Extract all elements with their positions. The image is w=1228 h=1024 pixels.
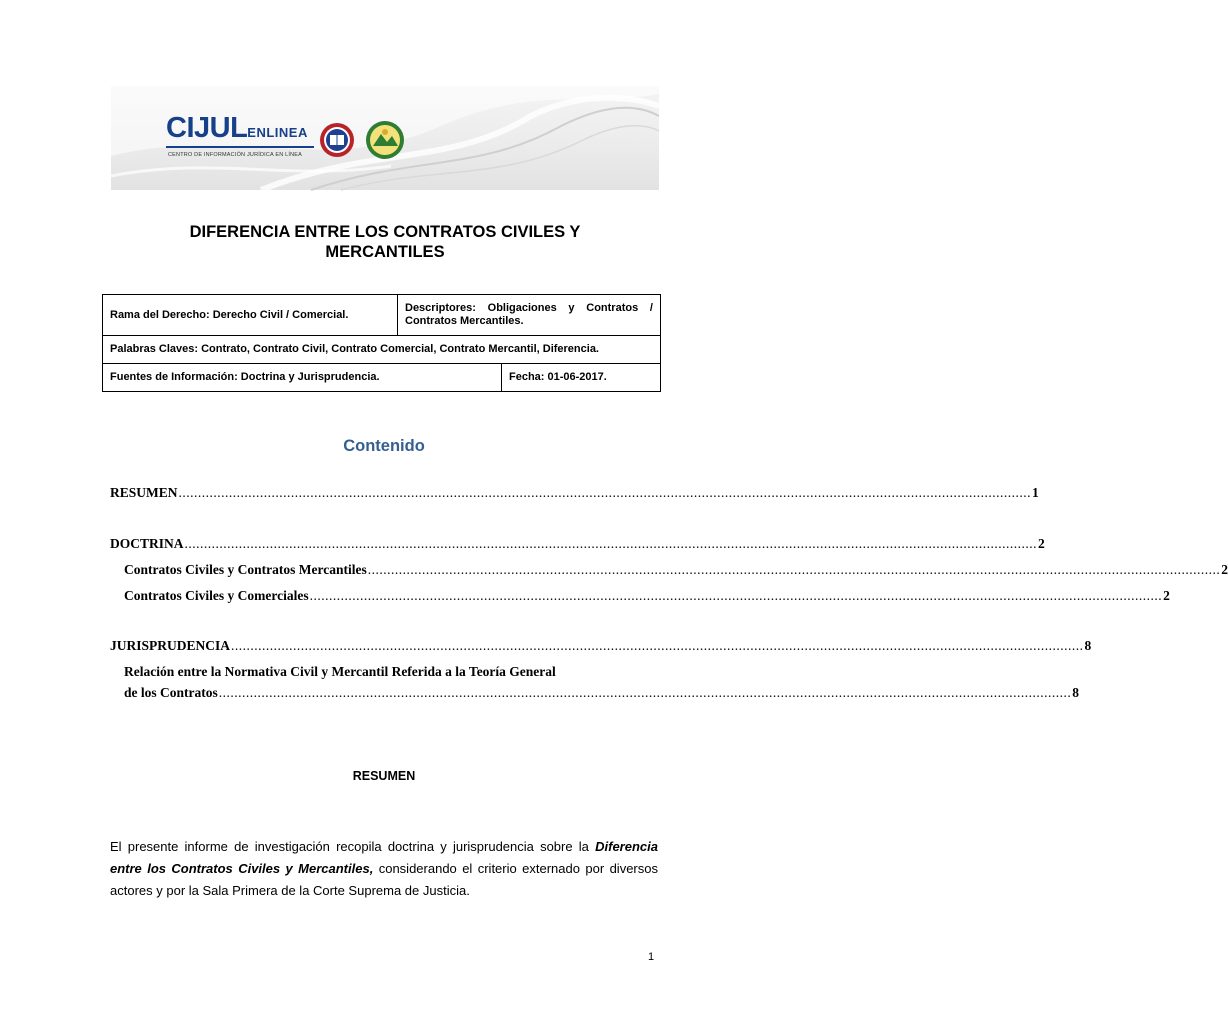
toc-label: Contratos Civiles y Contratos Mercantiles bbox=[124, 562, 367, 577]
toc-page: 8 bbox=[1072, 685, 1079, 700]
logo-underline bbox=[166, 146, 314, 148]
toc-leader: ............................................................................................................................................................................................................................ bbox=[309, 588, 1163, 603]
toc-label: DOCTRINA bbox=[110, 536, 184, 551]
fuentes-cell: Fuentes de Información: Doctrina y Jurisprudencia. bbox=[103, 364, 502, 392]
paragraph-part-1: El presente informe de investigación recopila doctrina y jurisprudencia sobre la bbox=[110, 839, 596, 854]
toc-entry-relacion[interactable] bbox=[124, 685, 1079, 701]
document-title bbox=[100, 222, 670, 262]
toc-leader: ............................................................................................................................................................................................................................ bbox=[218, 685, 1072, 700]
rama-cell: Rama del Derecho: Derecho Civil / Comercial. bbox=[103, 295, 398, 336]
toc-leader: ............................................................................................................................................................................................................................ bbox=[231, 638, 1084, 653]
contents-heading: Contenido bbox=[343, 437, 425, 455]
logo-tagline: CENTRO DE INFORMACIÓN JURÍDICA EN LÍNEA bbox=[168, 152, 303, 158]
toc-leader: ............................................................................................................................................................................................................................ bbox=[178, 485, 1032, 500]
paragraph-part-2: considerando el criterio externado por diversos actores y por la Sala Primera de la Corte Suprema de Justicia. bbox=[110, 861, 658, 898]
toc-label: JURISPRUDENCIA bbox=[110, 638, 231, 653]
toc-label: de los Contratos bbox=[124, 685, 218, 700]
toc-page: 1 bbox=[1032, 485, 1039, 500]
title-line-1: DIFERENCIA ENTRE LOS CONTRATOS CIVILES Y bbox=[189, 223, 581, 241]
judicial-seal-icon bbox=[365, 120, 405, 160]
cijul-logo bbox=[166, 112, 308, 145]
university-seal-icon bbox=[319, 122, 355, 158]
logo-suffix: ENLINEA bbox=[247, 125, 308, 140]
toc-page: 2 bbox=[1221, 562, 1228, 577]
page-number: 1 bbox=[648, 951, 655, 963]
toc-leader: ............................................................................................................................................................................................................................ bbox=[184, 536, 1038, 551]
info-table bbox=[102, 294, 661, 392]
toc-label: Contratos Civiles y Comerciales bbox=[124, 588, 309, 603]
toc-leader: ............................................................................................................................................................................................................................ bbox=[367, 562, 1221, 577]
resumen-paragraph bbox=[110, 836, 658, 902]
toc-page: 8 bbox=[1084, 638, 1092, 653]
fecha-cell: Fecha: 01-06-2017. bbox=[502, 364, 661, 392]
resumen-heading: RESUMEN bbox=[352, 769, 416, 783]
toc-entry-jurisprudencia[interactable] bbox=[110, 638, 1092, 654]
descriptores-cell: Descriptores: Obligaciones y Contratos / Contratos Mercantiles. bbox=[398, 295, 661, 336]
toc-entry-contratos-civiles-mercantiles[interactable] bbox=[124, 562, 1228, 578]
header-banner bbox=[111, 86, 659, 190]
toc-entry-contratos-civiles-comerciales[interactable] bbox=[124, 588, 1170, 604]
toc-page: 2 bbox=[1038, 536, 1045, 551]
title-line-2: MERCANTILES bbox=[325, 243, 445, 261]
toc-entry-relacion-line1[interactable]: Relación entre la Normativa Civil y Mercantil Referida a la Teoría General bbox=[124, 664, 556, 679]
paragraph-emphasis: Diferencia entre los Contratos Civiles y Mercantiles, bbox=[110, 839, 658, 876]
logo-main: CIJUL bbox=[166, 112, 248, 144]
palabras-cell: Palabras Claves: Contrato, Contrato Civil, Contrato Comercial, Contrato Mercantil, Diferencia. bbox=[103, 336, 661, 364]
toc-entry-resumen[interactable] bbox=[110, 485, 1039, 501]
toc-label: RESUMEN bbox=[110, 485, 178, 500]
toc-page: 2 bbox=[1163, 588, 1170, 603]
toc-entry-doctrina[interactable] bbox=[110, 536, 1045, 552]
